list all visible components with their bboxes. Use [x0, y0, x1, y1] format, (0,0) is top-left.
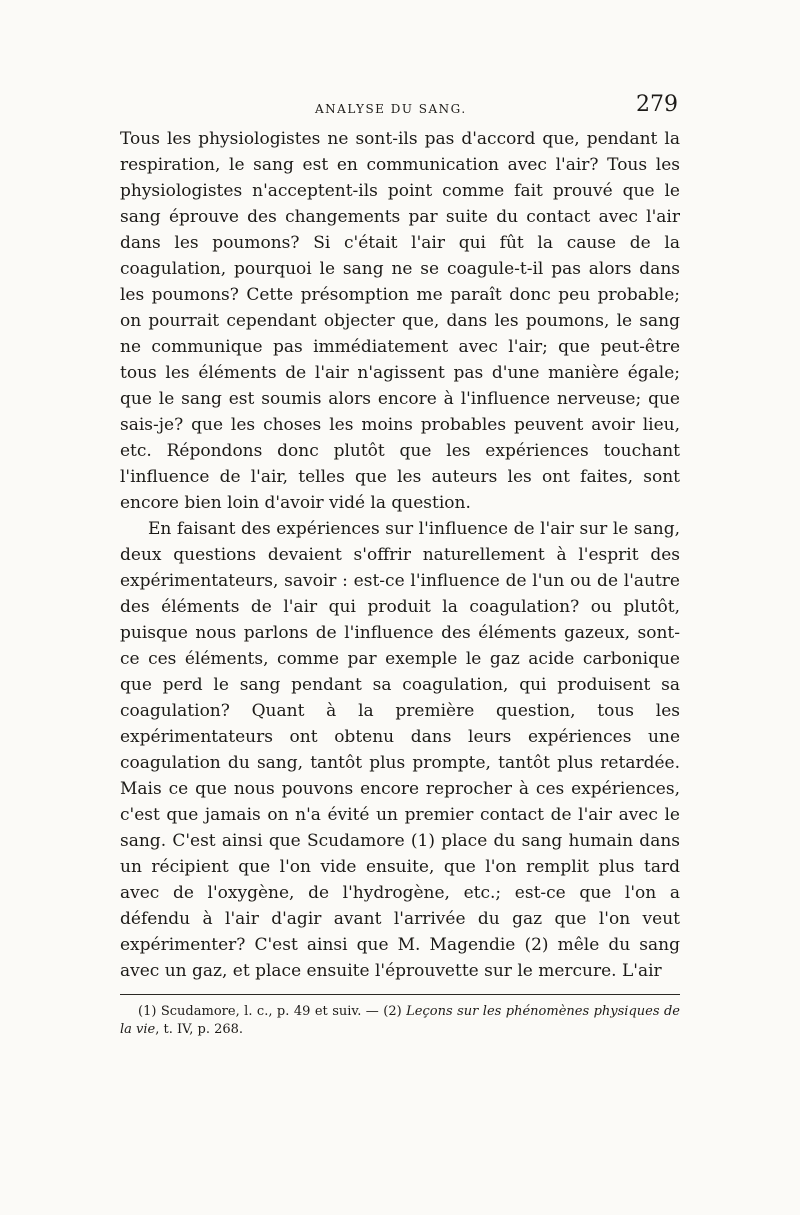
page-header	[120, 92, 680, 126]
running-head: ANALYSE DU SANG.	[315, 102, 467, 116]
footnote-1-text: (1) Scudamore, l. c., p. 49 et suiv. — (2)	[138, 1004, 407, 1019]
footnotes	[120, 1003, 680, 1039]
page-number: 279	[636, 92, 678, 117]
book-page	[120, 92, 680, 1039]
footnote-2-title: Leçons sur les phénomènes physiques de la vie	[120, 1004, 680, 1037]
paragraph-1: Tous les physiologistes ne sont-ils pas d'accord que, pendant la respiration, le sang est en communication avec l'air? Tous les physiologistes n'acceptent-ils point comme fait prouvé que le sang éprouve des changements par suite du contact avec l'air dans les poumons? Si c'était l'air qui fût la cause de la coagulation, pourquoi le sang ne se coagule-t-il pas alors dans les poumons? Cette présomption me paraît donc peu probable; on pourrait cependant objecter que, dans les poumons, le sang ne communique pas immédiatement avec l'air; que peut-être tous les éléments de l'air n'agissent pas d'une manière égale; que le sang est soumis alors encore à l'influence nerveuse; que sais-je? que les choses les moins probables peuvent avoir lieu, etc. Répondons donc plutôt que les expériences touchant l'influence de l'air, telles que les auteurs les ont faites, sont encore bien loin d'avoir vidé la question.	[120, 129, 680, 513]
page-body	[120, 126, 680, 984]
footnote-2-rest: , t. IV, p. 268.	[155, 1022, 244, 1037]
footnote-rule	[120, 994, 680, 995]
paragraph-2: En faisant des expériences sur l'influence de l'air sur le sang, deux questions devaient s'offrir naturellement à l'esprit des expérimentateurs, savoir : est-ce l'influence de l'un ou de l'autre des éléments de l'air qui produit la coagulation? ou plutôt, puisque nous parlons de l'influence des éléments gazeux, sont-ce ces éléments, comme par exemple le gaz acide carbonique que perd le sang pendant sa coagulation, qui produisent sa coagulation? Quant à la première question, tous les expérimentateurs ont obtenu dans leurs expériences une coagulation du sang, tantôt plus prompte, tantôt plus retardée. Mais ce que nous pouvons encore reprocher à ces expériences, c'est que jamais on n'a évité un premier contact de l'air avec le sang. C'est ainsi que Scudamore (1) place du sang humain dans un récipient que l'on vide ensuite, que l'on remplit plus tard avec de l'oxygène, de l'hydrogène, etc.; est-ce que l'on a défendu à l'air d'agir avant l'arrivée du gaz que l'on veut expérimenter? C'est ainsi que M. Magendie (2) mêle du sang avec un gaz, et place ensuite l'éprouvette sur le mercure. L'air	[120, 519, 680, 981]
